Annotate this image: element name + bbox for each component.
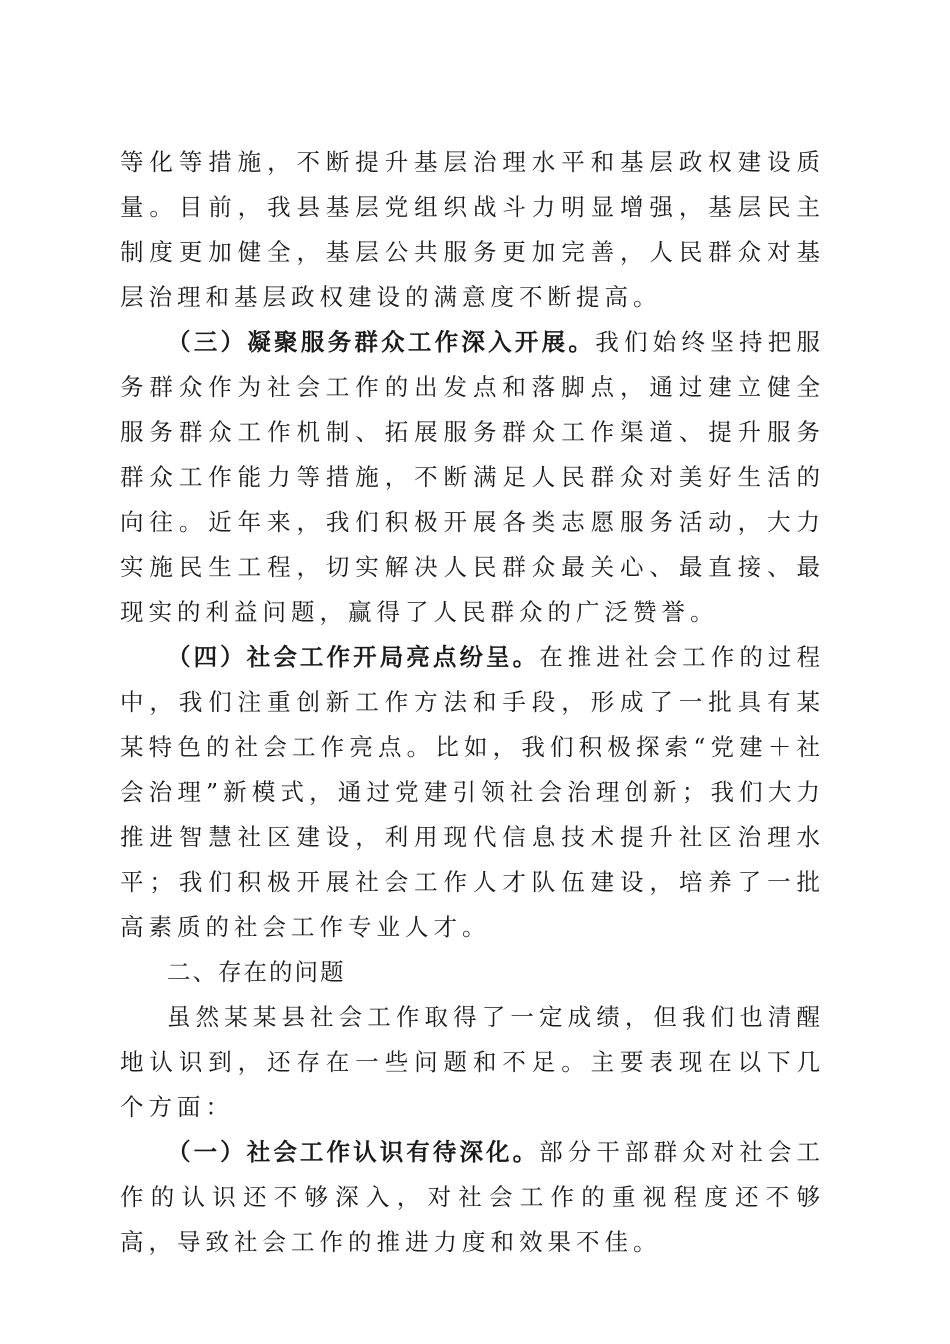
paragraph-lead: （三）凝聚服务群众工作深入开展。 bbox=[167, 328, 596, 356]
paragraph-lead: （一）社会工作认识有待深化。 bbox=[167, 1138, 540, 1166]
paragraph-highlights bbox=[120, 635, 825, 950]
paragraph-problems-intro bbox=[120, 995, 825, 1130]
paragraph-serving-masses bbox=[120, 320, 825, 635]
paragraph-text: 部分干部群众对社会工作的认识还不够深入，对社会工作的重视程度还不够高，导致社会工作的推进力度和效果不佳。 bbox=[120, 1138, 826, 1256]
paragraph-text: 虽然某某县社会工作取得了一定成绩，但我们也清醒地认识到，还存在一些问题和不足。主要表现在以下几个方面： bbox=[120, 1003, 825, 1121]
paragraph-text: 等化等措施，不断提升基层治理水平和基层政权建设质量。目前，我县基层党组织战斗力明显增强，基层民主制度更加健全，基层公共服务更加完善，人民群众对基层治理和基层政权建设的满意度不断提高。 bbox=[120, 148, 825, 311]
paragraph-text: 在推进社会工作的过程中，我们注重创新工作方法和手段，形成了一批具有某某特色的社会工作亮点。比如，我们积极探索“党建＋社会治理”新模式，通过党建引领社会治理创新；我们大力推进智慧社区建设，利用现代信息技术提升社区治理水平；我们积极开展社会工作人才队伍建设，培养了一批高素质的社会工作专业人才。 bbox=[120, 643, 826, 941]
document-page bbox=[120, 140, 825, 1265]
section-heading-problems: 二、存在的问题 bbox=[167, 958, 346, 986]
paragraph-governance-results bbox=[120, 140, 825, 320]
paragraph-text: 我们始终坚持把服务群众作为社会工作的出发点和落脚点，通过建立健全服务群众工作机制、拓展服务群众工作渠道、提升服务群众工作能力等措施，不断满足人民群众对美好生活的向往。近年来，我们积极开展各类志愿服务活动，大力实施民生工程，切实解决人民群众最关心、最直接、最现实的利益问题，赢得了人民群众的广泛赞誉。 bbox=[120, 328, 826, 626]
paragraph-issue-awareness bbox=[120, 1130, 825, 1265]
paragraph-lead: （四）社会工作开局亮点纷呈。 bbox=[167, 643, 540, 671]
